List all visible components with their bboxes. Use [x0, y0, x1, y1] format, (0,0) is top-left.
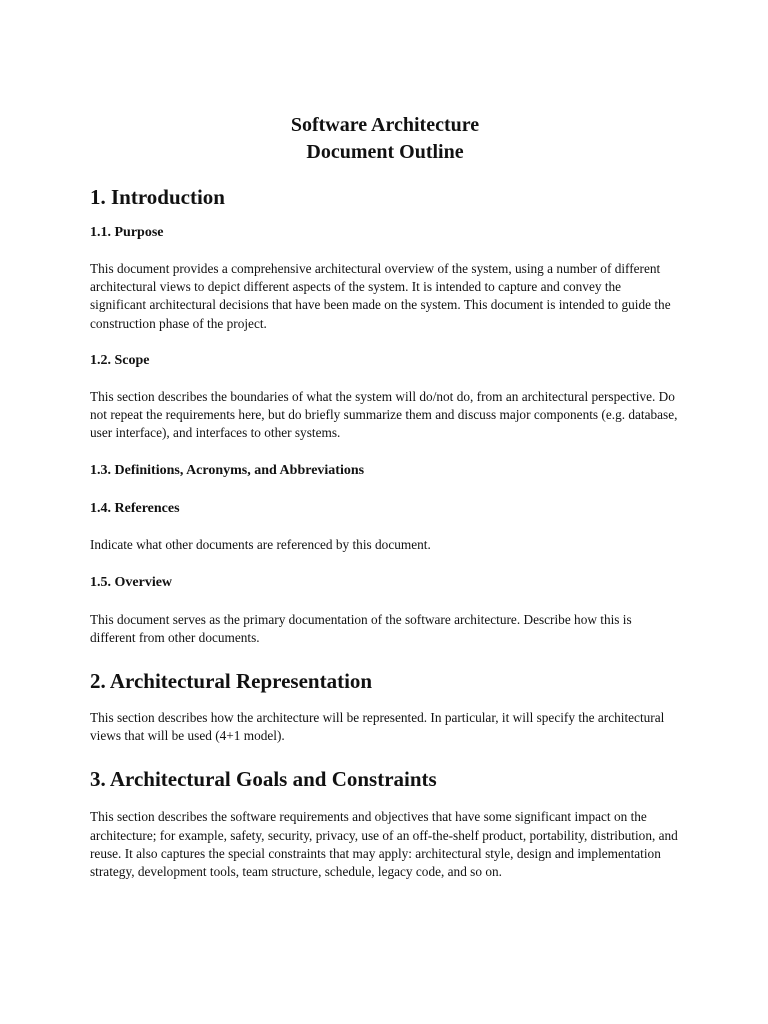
paragraph-overview: This document serves as the primary documentation of the software architecture. Describe how this is different from other documents.	[90, 611, 632, 645]
paragraph-purpose: This document provides a comprehensive architectural overview of the system, using a number of different architectural views to depict different aspects of the system. It is intended to capture and convey the significant architectural decisions that have been made on the system. This document is intended to guide the construction phase of the project.	[90, 261, 671, 331]
document-title-line-1: Software Architecture	[290, 114, 480, 136]
subsection-heading-purpose: 1.1. Purpose	[90, 225, 164, 240]
subsection-heading-definitions: 1.3. Definitions, Acronyms, and Abbreviations	[90, 463, 365, 479]
document-page	[90, 112, 680, 881]
paragraph-references: Indicate what other documents are referenced by this document.	[90, 537, 431, 553]
section-heading-representation: 2. Architectural Representation	[90, 669, 373, 694]
section-heading-introduction: 1. Introduction	[90, 185, 225, 209]
document-title	[90, 112, 680, 166]
document-title-line-2: Document Outline	[306, 141, 464, 163]
section-heading-goals: 3. Architectural Goals and Constraints	[90, 767, 437, 792]
paragraph-representation: This section describes how the architecture will be represented. In particular, it will specify the architectural views that will be used (4+1 model).	[90, 710, 665, 744]
paragraph-scope: This section describes the boundaries of what the system will do/not do, from an architectural perspective. Do not repeat the requirements here, but do briefly summarize them and discuss major components (e.g. database, user interface), and interfaces to other systems.	[90, 388, 678, 441]
subsection-heading-scope: 1.2. Scope	[90, 352, 150, 368]
paragraph-goals: This section describes the software requirements and objectives that have some significant impact on the architecture; for example, safety, security, privacy, use of an off-the-shelf product, portability, distribution, and reuse. It also captures the special constraints that may apply: architectural style, design and implementation strategy, development tools, team structure, schedule, legacy code, and so on.	[90, 809, 678, 880]
subsection-heading-references: 1.4. References	[90, 501, 180, 517]
subsection-heading-overview: 1.5. Overview	[90, 574, 173, 590]
